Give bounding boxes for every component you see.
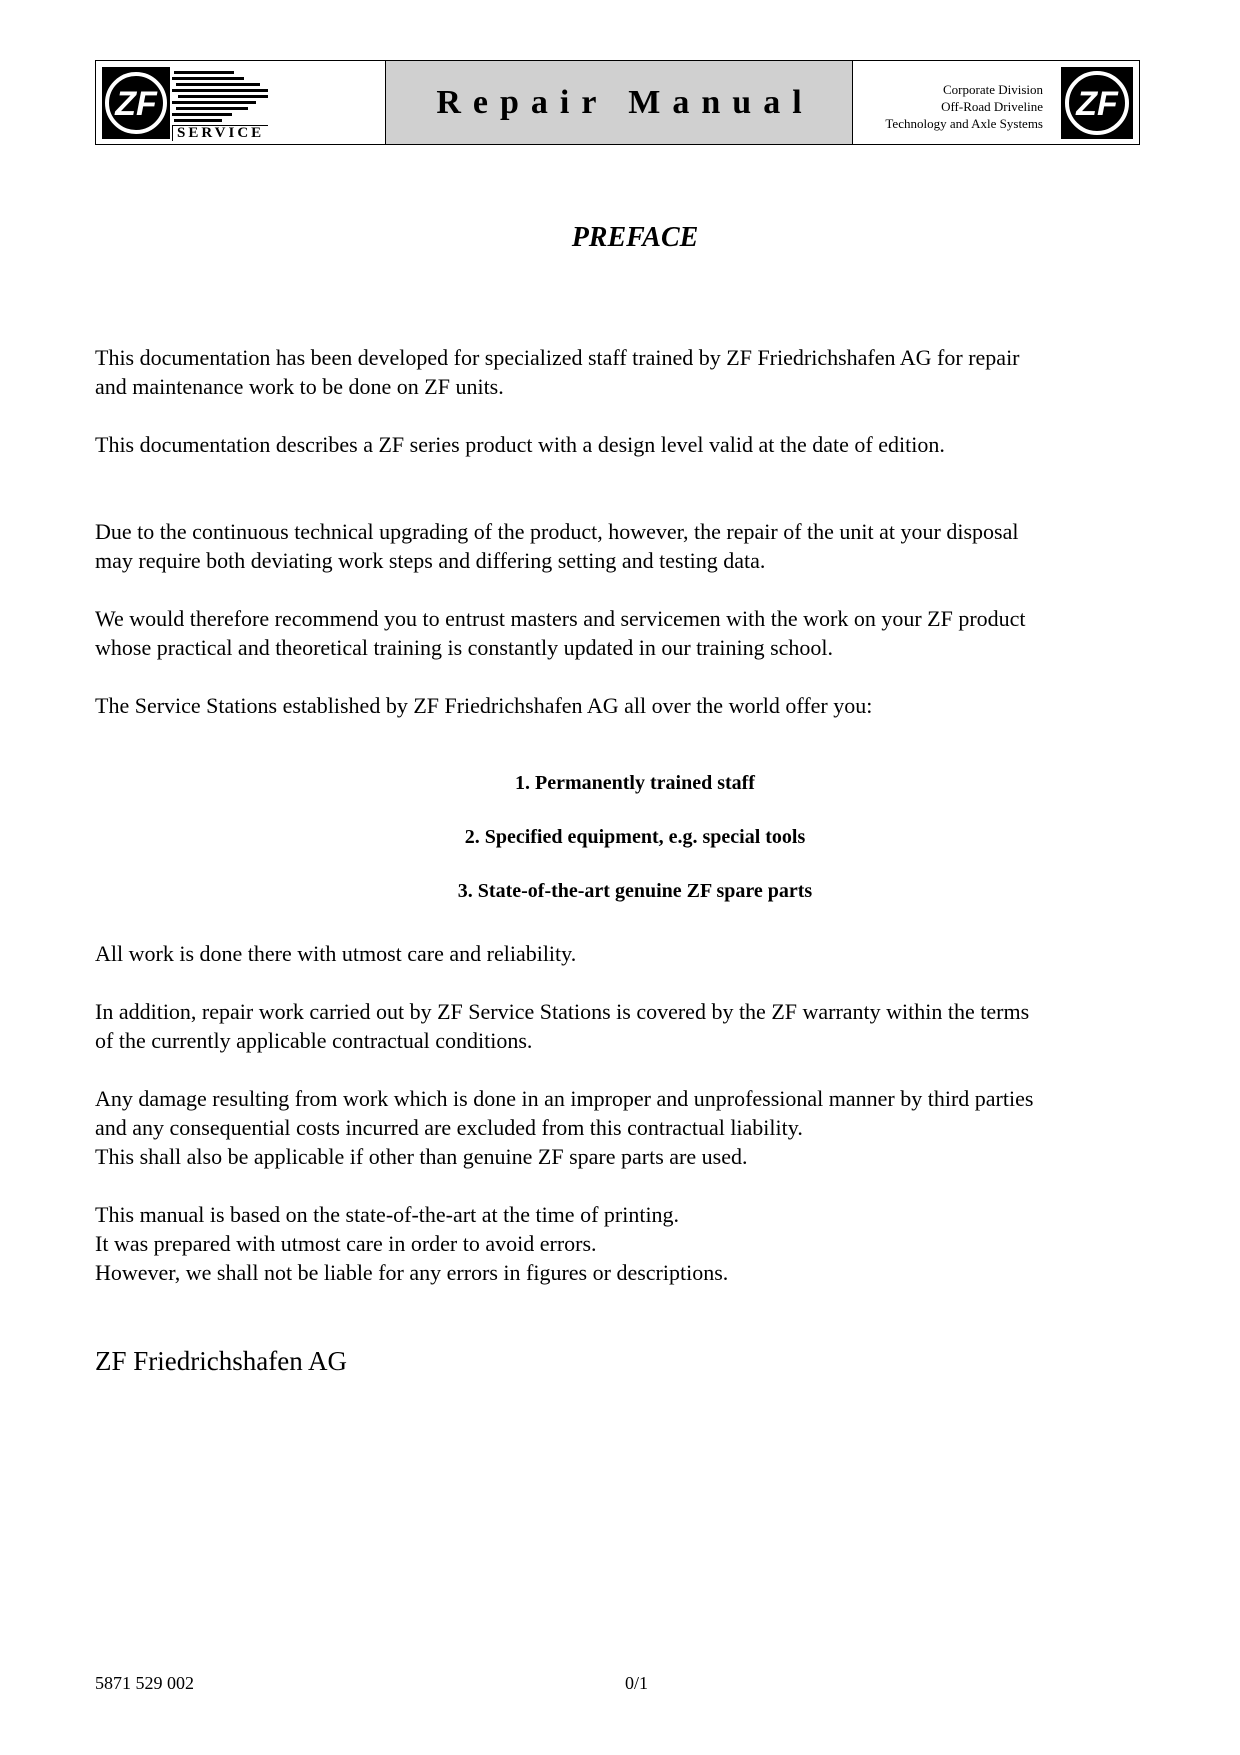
division-line: Corporate Division — [942, 82, 1043, 97]
service-stripes-icon — [172, 71, 272, 125]
paragraph-line: whose practical and theoretical training is constantly updated in our training school. — [95, 635, 834, 660]
paragraph — [95, 1084, 1165, 1171]
page-header — [95, 60, 1140, 145]
list-item: 3. State-of-the-art genuine ZF spare parts — [457, 880, 813, 902]
paragraph-line: Due to the continuous technical upgrading of the product, however, the repair of the unit at your disposal — [95, 519, 1019, 544]
service-label: SERVICE — [172, 125, 268, 141]
paragraph — [95, 604, 1165, 662]
division-line: Technology and Axle Systems — [885, 116, 1043, 131]
zf-service-logo-cell — [96, 61, 386, 144]
paragraph — [95, 997, 1165, 1055]
paragraph-line: of the currently applicable contractual conditions. — [95, 1028, 533, 1053]
paragraph-line: Any damage resulting from work which is done in an improper and unprofessional manner by third parties — [95, 1086, 1034, 1111]
paragraph — [95, 1200, 1165, 1287]
division-text — [885, 81, 1043, 132]
zf-logo-icon — [102, 67, 170, 139]
paragraph-line: In addition, repair work carried out by ZF Service Stations is covered by the ZF warranty within the terms — [95, 999, 1030, 1024]
paragraph — [95, 517, 1165, 575]
page-number: 0/1 — [625, 1673, 649, 1693]
list-item: 2. Specified equipment, e.g. special tools — [464, 826, 806, 848]
paragraph — [95, 939, 1165, 968]
page-title: PREFACE — [571, 222, 699, 253]
division-line: Off-Road Driveline — [941, 99, 1043, 114]
paragraph-line: However, we shall not be liable for any errors in figures or descriptions. — [95, 1260, 729, 1285]
paragraph-line: This documentation describes a ZF series product with a design level valid at the date of edition. — [95, 432, 945, 457]
zf-logo-icon — [1061, 67, 1133, 139]
paragraph-line: may require both deviating work steps and differing setting and testing data. — [95, 548, 766, 573]
paragraph-line: It was prepared with utmost care in order to avoid errors. — [95, 1231, 597, 1256]
paragraph-line: This manual is based on the state-of-the-art at the time of printing. — [95, 1202, 680, 1227]
paragraph-line: and any consequential costs incurred are excluded from this contractual liability. — [95, 1115, 803, 1140]
paragraph-line: The Service Stations established by ZF Friedrichshafen AG all over the world offer you: — [95, 693, 873, 718]
manual-title: Repair Manual — [436, 83, 814, 121]
paragraph-line: This documentation has been developed for specialized staff trained by ZF Friedrichshafen AG for repair — [95, 345, 1020, 370]
company-signature: ZF Friedrichshafen AG — [95, 1346, 347, 1376]
paragraph-line: This shall also be applicable if other than genuine ZF spare parts are used. — [95, 1144, 748, 1169]
title-cell — [386, 61, 853, 144]
paragraph-line: All work is done there with utmost care and reliability. — [95, 941, 577, 966]
division-cell — [853, 61, 1139, 144]
paragraph-line: We would therefore recommend you to entrust masters and servicemen with the work on your ZF product — [95, 606, 1026, 631]
zf-logo-right-text: ZF — [1076, 85, 1118, 123]
document-number: 5871 529 002 — [95, 1673, 194, 1693]
paragraph — [95, 691, 1165, 720]
zf-logo-left-text: ZF — [115, 85, 157, 123]
paragraph — [95, 343, 1165, 401]
list-item: 1. Permanently trained staff — [515, 772, 755, 794]
paragraph-line: and maintenance work to be done on ZF units. — [95, 374, 504, 399]
paragraph — [95, 430, 1165, 459]
